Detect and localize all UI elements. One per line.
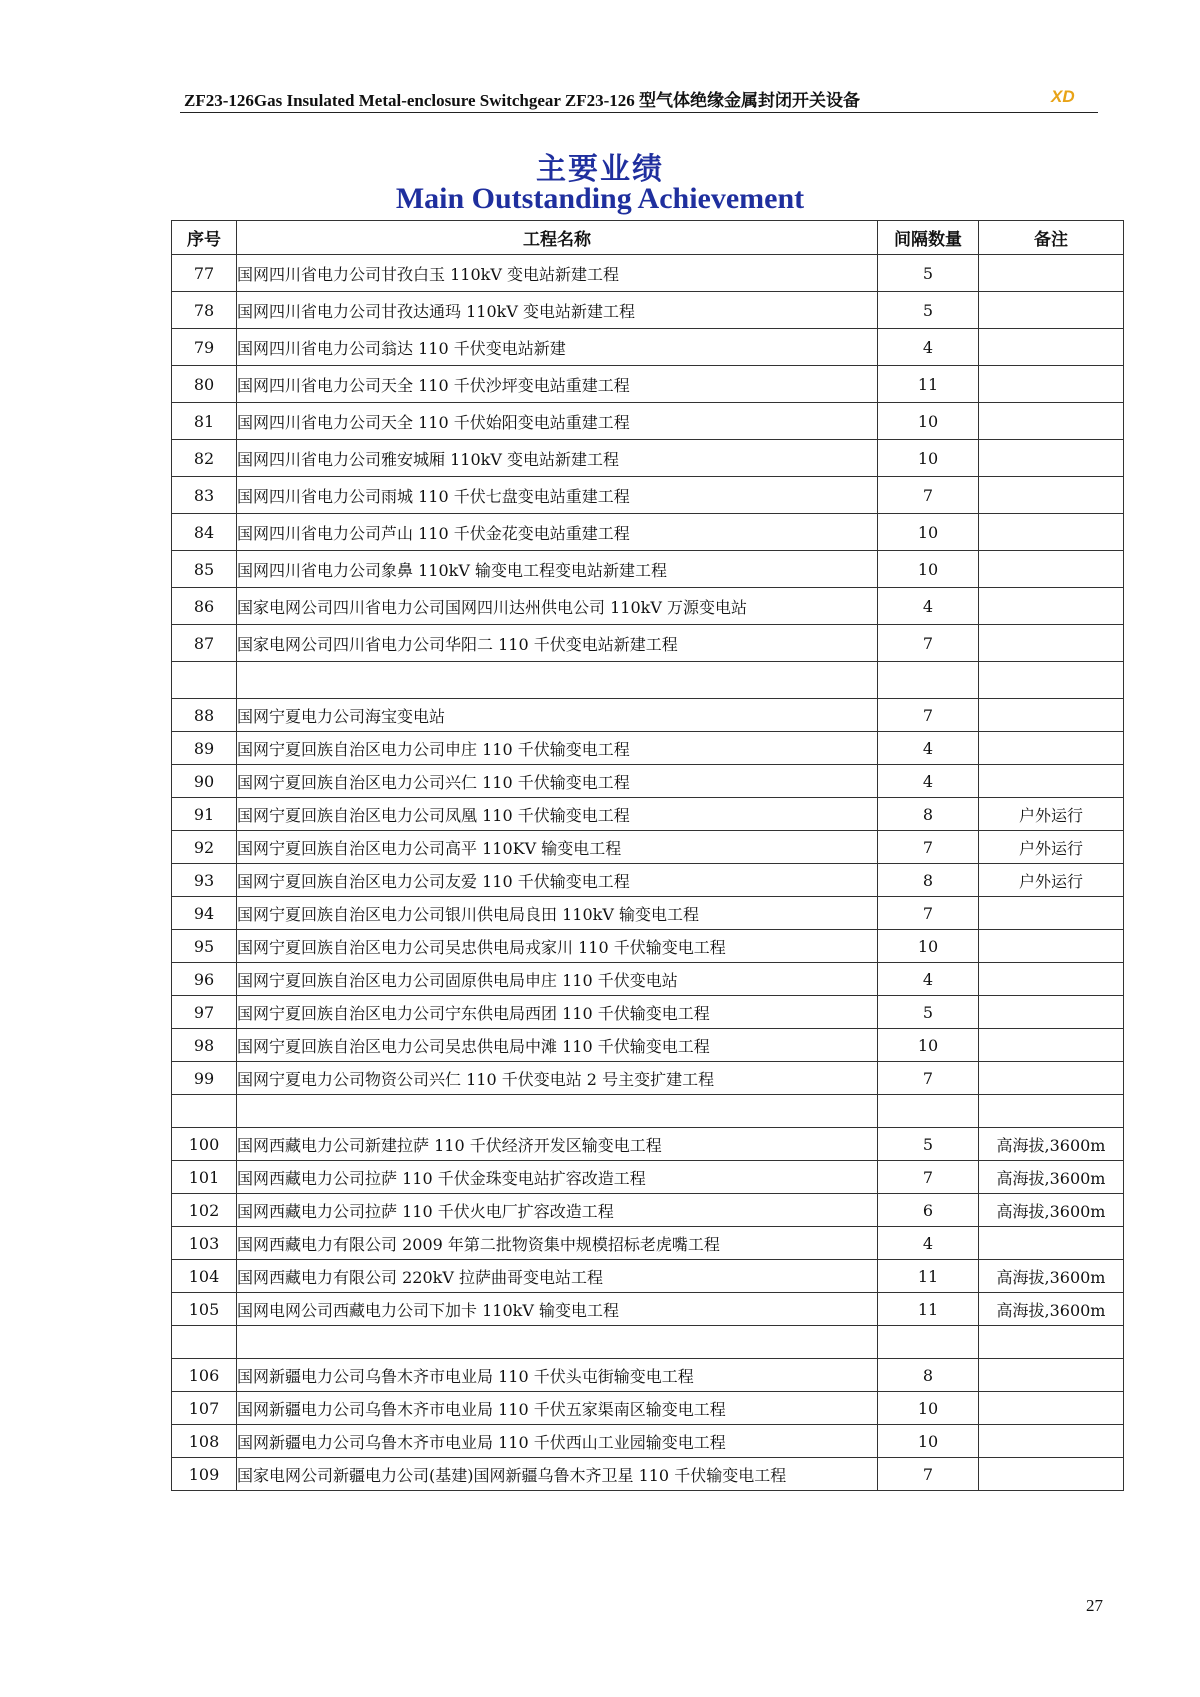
cell-name (237, 1326, 878, 1359)
cell-no: 86 (172, 588, 237, 625)
cell-qty: 7 (878, 699, 979, 732)
cell-no (172, 1095, 237, 1128)
cell-name: 国网宁夏回族自治区电力公司固原供电局申庄 110 千伏变电站 (237, 963, 878, 996)
cell-no: 106 (172, 1359, 237, 1392)
cell-note: 高海拔,3600m (979, 1293, 1124, 1326)
cell-note (979, 440, 1124, 477)
cell-qty (878, 662, 979, 699)
cell-name: 国网西藏电力公司拉萨 110 千伏金珠变电站扩容改造工程 (237, 1161, 878, 1194)
cell-no: 95 (172, 930, 237, 963)
cell-note (979, 1029, 1124, 1062)
cell-note (979, 996, 1124, 1029)
cell-note (979, 1326, 1124, 1359)
cell-note: 户外运行 (979, 864, 1124, 897)
cell-note (979, 699, 1124, 732)
achievement-table (171, 220, 1124, 1491)
cell-qty: 7 (878, 897, 979, 930)
table-row (172, 1260, 1124, 1293)
table-row (172, 1062, 1124, 1095)
cell-note (979, 292, 1124, 329)
table-row (172, 514, 1124, 551)
cell-qty: 10 (878, 1029, 979, 1062)
cell-qty: 7 (878, 831, 979, 864)
cell-name: 国网新疆电力公司乌鲁木齐市电业局 110 千伏五家渠南区输变电工程 (237, 1392, 878, 1425)
cell-name: 国网宁夏回族自治区电力公司凤凰 110 千伏输变电工程 (237, 798, 878, 831)
page-title-en: Main Outstanding Achievement (395, 182, 805, 215)
cell-name: 国网西藏电力公司拉萨 110 千伏火电厂扩容改造工程 (237, 1194, 878, 1227)
cell-name: 国网四川省电力公司甘孜白玉 110kV 变电站新建工程 (237, 255, 878, 292)
cell-name: 国网西藏电力有限公司 220kV 拉萨曲哥变电站工程 (237, 1260, 878, 1293)
table-row (172, 996, 1124, 1029)
cell-no: 102 (172, 1194, 237, 1227)
cell-qty: 10 (878, 551, 979, 588)
cell-name: 国家电网公司四川省电力公司华阳二 110 千伏变电站新建工程 (237, 625, 878, 662)
cell-note (979, 514, 1124, 551)
cell-qty: 5 (878, 292, 979, 329)
cell-note (979, 588, 1124, 625)
cell-qty: 8 (878, 864, 979, 897)
cell-name: 国网西藏电力公司新建拉萨 110 千伏经济开发区输变电工程 (237, 1128, 878, 1161)
cell-name: 国网宁夏回族自治区电力公司吴忠供电局戎家川 110 千伏输变电工程 (237, 930, 878, 963)
cell-qty: 10 (878, 514, 979, 551)
cell-note (979, 963, 1124, 996)
cell-no: 91 (172, 798, 237, 831)
table-row (172, 1425, 1124, 1458)
cell-no: 94 (172, 897, 237, 930)
cell-qty: 5 (878, 255, 979, 292)
cell-no: 85 (172, 551, 237, 588)
cell-no: 97 (172, 996, 237, 1029)
cell-qty: 11 (878, 1293, 979, 1326)
cell-no: 82 (172, 440, 237, 477)
table-row (172, 1095, 1124, 1128)
xd-logo (1050, 84, 1078, 106)
cell-name: 国网四川省电力公司雅安城厢 110kV 变电站新建工程 (237, 440, 878, 477)
table-row (172, 1128, 1124, 1161)
cell-no: 105 (172, 1293, 237, 1326)
cell-name: 国网四川省电力公司天全 110 千伏始阳变电站重建工程 (237, 403, 878, 440)
cell-note (979, 1062, 1124, 1095)
cell-note (979, 625, 1124, 662)
cell-no: 109 (172, 1458, 237, 1491)
cell-note (979, 1392, 1124, 1425)
cell-note (979, 930, 1124, 963)
cell-qty: 4 (878, 963, 979, 996)
cell-qty: 10 (878, 930, 979, 963)
cell-no: 83 (172, 477, 237, 514)
cell-no: 80 (172, 366, 237, 403)
table-row (172, 1359, 1124, 1392)
cell-no: 92 (172, 831, 237, 864)
cell-note: 高海拔,3600m (979, 1260, 1124, 1293)
cell-name: 国网四川省电力公司天全 110 千伏沙坪变电站重建工程 (237, 366, 878, 403)
table-row (172, 930, 1124, 963)
table-row (172, 1194, 1124, 1227)
table-row (172, 864, 1124, 897)
cell-no (172, 662, 237, 699)
cell-name: 国网四川省电力公司雨城 110 千伏七盘变电站重建工程 (237, 477, 878, 514)
cell-note (979, 732, 1124, 765)
cell-note (979, 255, 1124, 292)
cell-qty: 6 (878, 1194, 979, 1227)
cell-name (237, 1095, 878, 1128)
cell-name: 国网宁夏回族自治区电力公司银川供电局良田 110kV 输变电工程 (237, 897, 878, 930)
cell-name (237, 662, 878, 699)
cell-no: 101 (172, 1161, 237, 1194)
cell-name: 国网四川省电力公司象鼻 110kV 输变电工程变电站新建工程 (237, 551, 878, 588)
table-row (172, 1227, 1124, 1260)
cell-no: 93 (172, 864, 237, 897)
cell-note (979, 1227, 1124, 1260)
cell-qty: 5 (878, 1128, 979, 1161)
table-row (172, 798, 1124, 831)
column-header-no: 序号 (172, 221, 237, 255)
table-row (172, 699, 1124, 732)
cell-note: 高海拔,3600m (979, 1161, 1124, 1194)
table-row (172, 625, 1124, 662)
cell-qty (878, 1095, 979, 1128)
cell-note (979, 329, 1124, 366)
table-row (172, 897, 1124, 930)
cell-note: 高海拔,3600m (979, 1128, 1124, 1161)
cell-no: 96 (172, 963, 237, 996)
cell-name: 国网宁夏回族自治区电力公司申庄 110 千伏输变电工程 (237, 732, 878, 765)
cell-note (979, 765, 1124, 798)
cell-qty: 4 (878, 732, 979, 765)
table-row (172, 588, 1124, 625)
cell-qty: 4 (878, 765, 979, 798)
cell-qty: 11 (878, 1260, 979, 1293)
cell-qty: 10 (878, 1425, 979, 1458)
logo-text: XD (1051, 87, 1075, 106)
page-title-cn: 主要业绩 (536, 152, 664, 187)
cell-no: 103 (172, 1227, 237, 1260)
table-header-row (172, 221, 1124, 255)
cell-name: 国网四川省电力公司翁达 110 千伏变电站新建 (237, 329, 878, 366)
cell-no: 77 (172, 255, 237, 292)
cell-qty (878, 1326, 979, 1359)
column-header-qty: 间隔数量 (878, 221, 979, 255)
cell-qty: 4 (878, 588, 979, 625)
cell-qty: 5 (878, 996, 979, 1029)
cell-note (979, 1458, 1124, 1491)
table-row (172, 1326, 1124, 1359)
cell-note (979, 403, 1124, 440)
cell-note (979, 1425, 1124, 1458)
table-row (172, 551, 1124, 588)
cell-name: 国网四川省电力公司芦山 110 千伏金花变电站重建工程 (237, 514, 878, 551)
table-row (172, 477, 1124, 514)
column-header-name: 工程名称 (237, 221, 878, 255)
cell-name: 国家电网公司四川省电力公司国网四川达州供电公司 110kV 万源变电站 (237, 588, 878, 625)
cell-no: 87 (172, 625, 237, 662)
cell-note: 户外运行 (979, 798, 1124, 831)
table-row (172, 831, 1124, 864)
cell-no: 79 (172, 329, 237, 366)
table-row (172, 732, 1124, 765)
table-row (172, 1029, 1124, 1062)
cell-no: 90 (172, 765, 237, 798)
table-row (172, 329, 1124, 366)
table-row (172, 255, 1124, 292)
cell-name: 国网宁夏电力公司海宝变电站 (237, 699, 878, 732)
cell-name: 国网西藏电力有限公司 2009 年第二批物资集中规模招标老虎嘴工程 (237, 1227, 878, 1260)
cell-qty: 4 (878, 329, 979, 366)
cell-note: 户外运行 (979, 831, 1124, 864)
table-row (172, 292, 1124, 329)
table-row (172, 765, 1124, 798)
table-row (172, 440, 1124, 477)
cell-note (979, 551, 1124, 588)
cell-qty: 11 (878, 366, 979, 403)
cell-qty: 10 (878, 403, 979, 440)
cell-qty: 8 (878, 798, 979, 831)
cell-qty: 10 (878, 440, 979, 477)
cell-name: 国家电网公司新疆电力公司(基建)国网新疆乌鲁木齐卫星 110 千伏输变电工程 (237, 1458, 878, 1491)
cell-note (979, 1095, 1124, 1128)
page-header (180, 84, 1098, 113)
table-row (172, 366, 1124, 403)
cell-name: 国网新疆电力公司乌鲁木齐市电业局 110 千伏西山工业园输变电工程 (237, 1425, 878, 1458)
cell-name: 国网四川省电力公司甘孜达通玛 110kV 变电站新建工程 (237, 292, 878, 329)
cell-no: 107 (172, 1392, 237, 1425)
header-title: ZF23-126Gas Insulated Metal-enclosure Switchgear ZF23-126 型气体绝缘金属封闭开关设备 (184, 91, 861, 110)
cell-note (979, 897, 1124, 930)
column-header-note: 备注 (979, 221, 1124, 255)
cell-no: 84 (172, 514, 237, 551)
cell-qty: 8 (878, 1359, 979, 1392)
cell-qty: 7 (878, 1062, 979, 1095)
cell-qty: 10 (878, 1392, 979, 1425)
cell-no: 78 (172, 292, 237, 329)
cell-name: 国网宁夏回族自治区电力公司友爱 110 千伏输变电工程 (237, 864, 878, 897)
cell-note (979, 662, 1124, 699)
cell-qty: 7 (878, 477, 979, 514)
table-row (172, 403, 1124, 440)
cell-no: 99 (172, 1062, 237, 1095)
cell-note (979, 1359, 1124, 1392)
table-row (172, 1293, 1124, 1326)
cell-no (172, 1326, 237, 1359)
cell-note (979, 366, 1124, 403)
cell-name: 国网宁夏回族自治区电力公司吴忠供电局中滩 110 千伏输变电工程 (237, 1029, 878, 1062)
cell-note (979, 477, 1124, 514)
cell-no: 89 (172, 732, 237, 765)
cell-name: 国网电网公司西藏电力公司下加卡 110kV 输变电工程 (237, 1293, 878, 1326)
page-number: 27 (1086, 1596, 1103, 1615)
cell-name: 国网宁夏电力公司物资公司兴仁 110 千伏变电站 2 号主变扩建工程 (237, 1062, 878, 1095)
cell-no: 100 (172, 1128, 237, 1161)
cell-name: 国网宁夏回族自治区电力公司兴仁 110 千伏输变电工程 (237, 765, 878, 798)
cell-note: 高海拔,3600m (979, 1194, 1124, 1227)
cell-qty: 4 (878, 1227, 979, 1260)
cell-name: 国网宁夏回族自治区电力公司高平 110KV 输变电工程 (237, 831, 878, 864)
cell-name: 国网宁夏回族自治区电力公司宁东供电局西团 110 千伏输变电工程 (237, 996, 878, 1029)
cell-qty: 7 (878, 625, 979, 662)
cell-qty: 7 (878, 1161, 979, 1194)
cell-name: 国网新疆电力公司乌鲁木齐市电业局 110 千伏头屯街输变电工程 (237, 1359, 878, 1392)
cell-no: 81 (172, 403, 237, 440)
table-row (172, 963, 1124, 996)
cell-qty: 7 (878, 1458, 979, 1491)
cell-no: 88 (172, 699, 237, 732)
table-row (172, 1161, 1124, 1194)
table-row (172, 662, 1124, 699)
cell-no: 108 (172, 1425, 237, 1458)
table-row (172, 1392, 1124, 1425)
table-row (172, 1458, 1124, 1491)
cell-no: 98 (172, 1029, 237, 1062)
cell-no: 104 (172, 1260, 237, 1293)
